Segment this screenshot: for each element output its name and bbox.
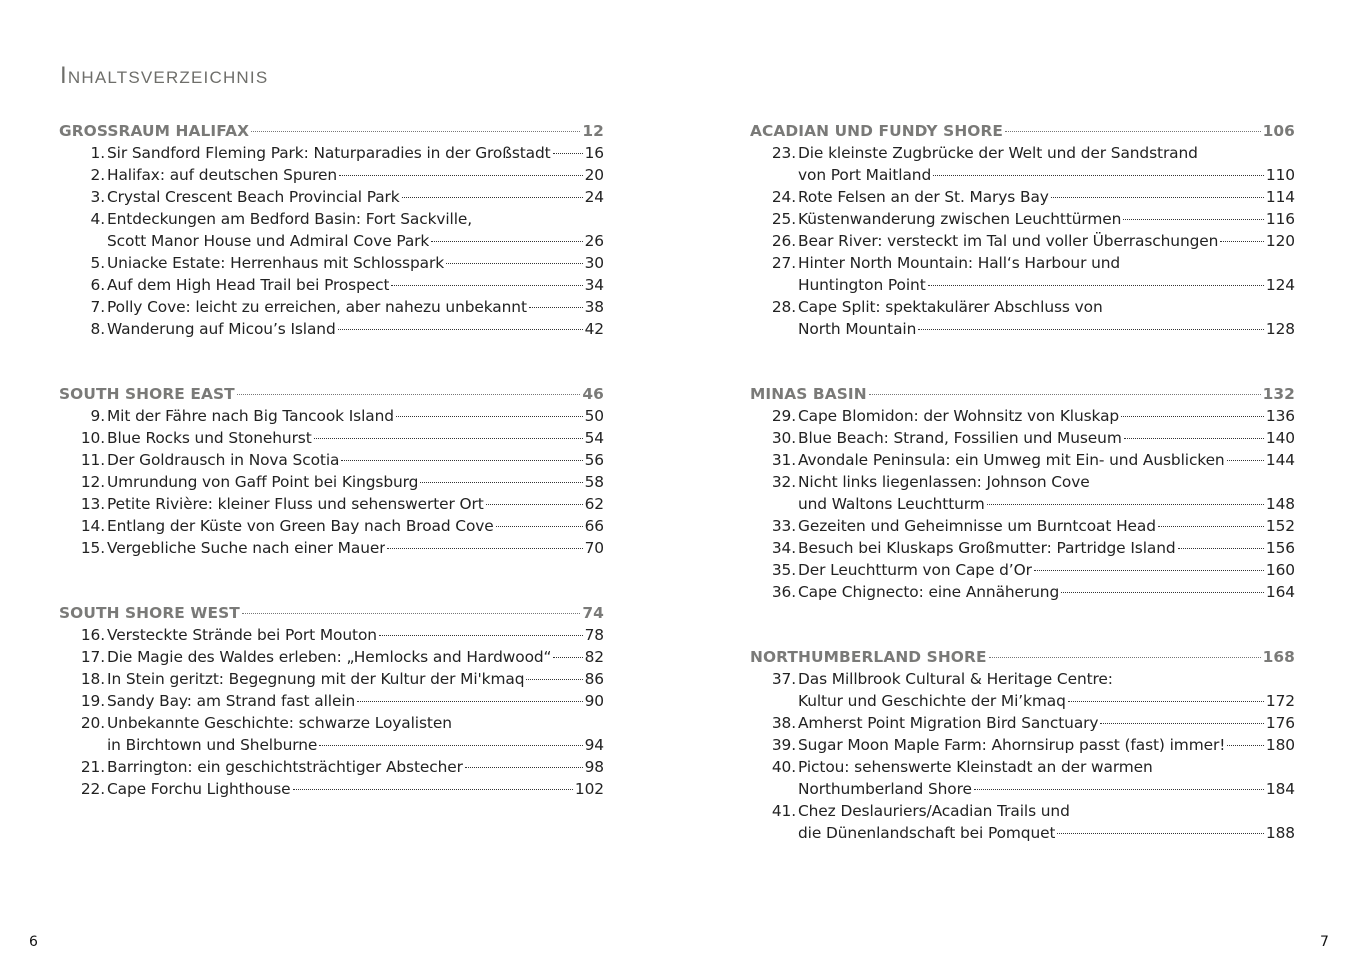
entry-title: Hinter North Mountain: Hall‘s Harbour und bbox=[798, 254, 1121, 272]
section-page-number: 168 bbox=[1262, 648, 1295, 666]
toc-right-column bbox=[750, 120, 1295, 887]
entry-page-number: 50 bbox=[584, 407, 604, 425]
entry-page-number: 90 bbox=[584, 692, 604, 710]
entry-title: Northumberland Shore bbox=[798, 780, 972, 798]
entry-number: 33. bbox=[771, 517, 796, 535]
dot-leader bbox=[1178, 548, 1264, 549]
toc-entry[interactable] bbox=[59, 230, 604, 252]
entry-title: North Mountain bbox=[798, 320, 917, 338]
entry-title: Rote Felsen an der St. Marys Bay bbox=[798, 188, 1049, 206]
toc-section-heading[interactable] bbox=[59, 602, 604, 624]
entry-page-number: 140 bbox=[1265, 429, 1295, 447]
page-number-left: 6 bbox=[29, 934, 38, 950]
toc-entry[interactable] bbox=[750, 537, 1295, 559]
section-title: GROSSRAUM HALIFAX bbox=[59, 122, 250, 140]
toc-entry[interactable] bbox=[750, 427, 1295, 449]
dot-leader bbox=[553, 657, 582, 658]
dot-leader bbox=[1068, 701, 1264, 702]
entry-title: Blue Rocks und Stonehurst bbox=[107, 429, 312, 447]
toc-entry[interactable] bbox=[750, 668, 1295, 690]
toc-section-heading[interactable] bbox=[750, 120, 1295, 142]
section-page-number: 74 bbox=[582, 604, 604, 622]
entry-page-number: 86 bbox=[584, 670, 604, 688]
entry-title: Scott Manor House und Admiral Cove Park bbox=[107, 232, 430, 250]
section-title: MINAS BASIN bbox=[750, 385, 867, 403]
toc-entry[interactable] bbox=[59, 493, 604, 515]
dot-leader bbox=[379, 635, 583, 636]
dot-leader bbox=[357, 701, 582, 702]
entry-title: Cape Chignecto: eine Annäherung bbox=[798, 583, 1060, 601]
entry-number: 29. bbox=[771, 407, 796, 425]
dot-leader bbox=[293, 789, 573, 790]
entry-page-number: 70 bbox=[584, 539, 604, 557]
entry-number: 5. bbox=[90, 254, 105, 272]
entry-number: 1. bbox=[90, 144, 105, 162]
toc-entry[interactable] bbox=[750, 712, 1295, 734]
entry-number: 9. bbox=[90, 407, 105, 425]
dot-leader bbox=[1220, 241, 1264, 242]
toc-entry[interactable] bbox=[750, 734, 1295, 756]
toc-entry[interactable] bbox=[750, 142, 1295, 164]
entry-title: Entlang der Küste von Green Bay nach Broad Cove bbox=[107, 517, 494, 535]
toc-entry[interactable] bbox=[59, 405, 604, 427]
dot-leader bbox=[928, 285, 1264, 286]
entry-page-number: 20 bbox=[584, 166, 604, 184]
entry-number: 28. bbox=[771, 298, 796, 316]
page-number-right: 7 bbox=[1320, 934, 1329, 950]
section-page-number: 132 bbox=[1262, 385, 1295, 403]
dot-leader bbox=[314, 438, 583, 439]
entry-page-number: 62 bbox=[584, 495, 604, 513]
dot-leader bbox=[869, 394, 1261, 395]
entry-number: 11. bbox=[80, 451, 105, 469]
toc-entry[interactable] bbox=[750, 405, 1295, 427]
dot-leader bbox=[402, 197, 583, 198]
dot-leader bbox=[1227, 745, 1264, 746]
dot-leader bbox=[242, 613, 581, 614]
entry-number: 7. bbox=[90, 298, 105, 316]
entry-page-number: 160 bbox=[1265, 561, 1295, 579]
entry-title: Huntington Point bbox=[798, 276, 926, 294]
dot-leader bbox=[1034, 570, 1264, 571]
entry-number: 23. bbox=[771, 144, 796, 162]
dot-leader bbox=[1051, 197, 1264, 198]
toc-section-heading[interactable] bbox=[750, 646, 1295, 668]
dot-leader bbox=[1061, 592, 1264, 593]
entry-title: Cape Split: spektakulärer Abschluss von bbox=[798, 298, 1103, 316]
toc-entry[interactable] bbox=[59, 186, 604, 208]
toc-section-heading[interactable] bbox=[59, 120, 604, 142]
entry-title: In Stein geritzt: Begegnung mit der Kultur der Mi'kmaq bbox=[107, 670, 525, 688]
toc-entry[interactable] bbox=[59, 318, 604, 340]
entry-title: Sandy Bay: am Strand fast allein bbox=[107, 692, 356, 710]
dot-leader bbox=[1123, 219, 1264, 220]
entry-title: und Waltons Leuchtturm bbox=[798, 495, 985, 513]
entry-page-number: 94 bbox=[584, 736, 604, 754]
toc-entry[interactable] bbox=[59, 296, 604, 318]
dot-leader bbox=[529, 307, 583, 308]
entry-number: 41. bbox=[771, 802, 796, 820]
entry-title: Petite Rivière: kleiner Fluss und sehenswerter Ort bbox=[107, 495, 484, 513]
entry-page-number: 56 bbox=[584, 451, 604, 469]
dot-leader bbox=[486, 504, 583, 505]
dot-leader bbox=[339, 175, 583, 176]
dot-leader bbox=[1057, 833, 1263, 834]
dot-leader bbox=[431, 241, 582, 242]
entry-title: Der Leuchtturm von Cape d’Or bbox=[798, 561, 1032, 579]
entry-page-number: 58 bbox=[584, 473, 604, 491]
dot-leader bbox=[1100, 723, 1264, 724]
entry-number: 20. bbox=[80, 714, 105, 732]
entry-page-number: 156 bbox=[1265, 539, 1295, 557]
toc-entry[interactable] bbox=[750, 690, 1295, 712]
entry-title: Barrington: ein geschichtsträchtiger Abstecher bbox=[107, 758, 463, 776]
dot-leader bbox=[251, 131, 580, 132]
toc-entry[interactable] bbox=[59, 427, 604, 449]
entry-page-number: 42 bbox=[584, 320, 604, 338]
section-title: ACADIAN UND FUNDY SHORE bbox=[750, 122, 1004, 140]
entry-number: 4. bbox=[90, 210, 105, 228]
entry-page-number: 78 bbox=[584, 626, 604, 644]
dot-leader bbox=[391, 285, 582, 286]
entry-page-number: 34 bbox=[584, 276, 604, 294]
entry-page-number: 120 bbox=[1265, 232, 1295, 250]
entry-number: 27. bbox=[771, 254, 796, 272]
entry-page-number: 38 bbox=[584, 298, 604, 316]
entry-page-number: 164 bbox=[1265, 583, 1295, 601]
entry-page-number: 116 bbox=[1265, 210, 1295, 228]
toc-entry[interactable] bbox=[750, 296, 1295, 318]
entry-title: die Dünenlandschaft bei Pomquet bbox=[798, 824, 1056, 842]
entry-title: Halifax: auf deutschen Spuren bbox=[107, 166, 338, 184]
entry-number: 13. bbox=[80, 495, 105, 513]
entry-title: Crystal Crescent Beach Provincial Park bbox=[107, 188, 400, 206]
entry-page-number: 152 bbox=[1265, 517, 1295, 535]
dot-leader bbox=[918, 329, 1264, 330]
entry-page-number: 82 bbox=[584, 648, 604, 666]
entry-number: 39. bbox=[771, 736, 796, 754]
toc-entry[interactable] bbox=[59, 274, 604, 296]
dot-leader bbox=[933, 175, 1264, 176]
entry-title: in Birchtown und Shelburne bbox=[107, 736, 318, 754]
entry-title: Besuch bei Kluskaps Großmutter: Partridge Island bbox=[798, 539, 1176, 557]
entry-page-number: 30 bbox=[584, 254, 604, 272]
dot-leader bbox=[526, 679, 582, 680]
entry-page-number: 114 bbox=[1265, 188, 1295, 206]
entry-title: Unbekannte Geschichte: schwarze Loyalisten bbox=[107, 714, 452, 732]
entry-page-number: 54 bbox=[584, 429, 604, 447]
toc-entry[interactable] bbox=[750, 581, 1295, 603]
section-page-number: 46 bbox=[582, 385, 604, 403]
entry-number: 18. bbox=[80, 670, 105, 688]
toc-section bbox=[59, 120, 604, 340]
entry-title: Der Goldrausch in Nova Scotia bbox=[107, 451, 340, 469]
dot-leader bbox=[1158, 526, 1264, 527]
entry-title: Wanderung auf Micou’s Island bbox=[107, 320, 336, 338]
entry-title: Nicht links liegenlassen: Johnson Cove bbox=[798, 473, 1090, 491]
entry-page-number: 148 bbox=[1265, 495, 1295, 513]
entry-title: Küstenwanderung zwischen Leuchttürmen bbox=[798, 210, 1122, 228]
entry-title: Die Magie des Waldes erleben: „Hemlocks and Hardwood“ bbox=[107, 648, 552, 666]
entry-title: Sugar Moon Maple Farm: Ahornsirup passt (fast) immer! bbox=[798, 736, 1226, 754]
entry-number: 17. bbox=[80, 648, 105, 666]
entry-page-number: 176 bbox=[1265, 714, 1295, 732]
entry-number: 2. bbox=[90, 166, 105, 184]
entry-title: Polly Cove: leicht zu erreichen, aber nahezu unbekannt bbox=[107, 298, 527, 316]
entry-title: Cape Blomidon: der Wohnsitz von Kluskap bbox=[798, 407, 1120, 425]
entry-number: 38. bbox=[771, 714, 796, 732]
toc-section bbox=[59, 383, 604, 559]
entry-number: 30. bbox=[771, 429, 796, 447]
toc-entry[interactable] bbox=[59, 142, 604, 164]
toc-entry[interactable] bbox=[59, 252, 604, 274]
dot-leader bbox=[319, 745, 582, 746]
dot-leader bbox=[553, 153, 583, 154]
entry-number: 21. bbox=[80, 758, 105, 776]
toc-entry[interactable] bbox=[750, 164, 1295, 186]
section-page-number: 12 bbox=[582, 122, 604, 140]
entry-page-number: 180 bbox=[1265, 736, 1295, 754]
entry-number: 26. bbox=[771, 232, 796, 250]
entry-page-number: 136 bbox=[1265, 407, 1295, 425]
entry-title: Die kleinste Zugbrücke der Welt und der Sandstrand bbox=[798, 144, 1198, 162]
entry-title: Bear River: versteckt im Tal und voller Überraschungen bbox=[798, 232, 1219, 250]
dot-leader bbox=[338, 329, 583, 330]
toc-entry[interactable] bbox=[750, 252, 1295, 274]
toc-entry[interactable] bbox=[750, 208, 1295, 230]
entry-number: 3. bbox=[90, 188, 105, 206]
toc-entry[interactable] bbox=[750, 449, 1295, 471]
toc-entry[interactable] bbox=[750, 800, 1295, 822]
dot-leader bbox=[987, 504, 1264, 505]
toc-entry[interactable] bbox=[59, 208, 604, 230]
toc-entry[interactable] bbox=[59, 778, 604, 800]
toc-entry[interactable] bbox=[750, 559, 1295, 581]
entry-title: Uniacke Estate: Herrenhaus mit Schlosspark bbox=[107, 254, 445, 272]
toc-entry[interactable] bbox=[750, 274, 1295, 296]
entry-number: 36. bbox=[771, 583, 796, 601]
toc-entry[interactable] bbox=[750, 471, 1295, 493]
entry-title: Mit der Fähre nach Big Tancook Island bbox=[107, 407, 394, 425]
entry-number: 19. bbox=[80, 692, 105, 710]
entry-title: Chez Deslauriers/Acadian Trails und bbox=[798, 802, 1070, 820]
toc-entry[interactable] bbox=[59, 471, 604, 493]
entry-page-number: 188 bbox=[1265, 824, 1295, 842]
entry-title: Kultur und Geschichte der Mi’kmaq bbox=[798, 692, 1066, 710]
toc-entry[interactable] bbox=[59, 646, 604, 668]
toc-section bbox=[750, 120, 1295, 340]
toc-entry[interactable] bbox=[59, 690, 604, 712]
entry-number: 40. bbox=[771, 758, 796, 776]
section-title: NORTHUMBERLAND SHORE bbox=[750, 648, 987, 666]
section-title: SOUTH SHORE EAST bbox=[59, 385, 235, 403]
entry-title: Cape Forchu Lighthouse bbox=[107, 780, 291, 798]
toc-entry[interactable] bbox=[750, 186, 1295, 208]
toc-entry[interactable] bbox=[750, 493, 1295, 515]
dot-leader bbox=[1124, 438, 1264, 439]
toc-entry[interactable] bbox=[59, 712, 604, 734]
toc-entry[interactable] bbox=[750, 756, 1295, 778]
section-title: SOUTH SHORE WEST bbox=[59, 604, 240, 622]
dot-leader bbox=[465, 767, 583, 768]
dot-leader bbox=[1005, 131, 1261, 132]
toc-section-heading[interactable] bbox=[59, 383, 604, 405]
entry-number: 34. bbox=[771, 539, 796, 557]
toc-entry[interactable] bbox=[59, 164, 604, 186]
entry-page-number: 144 bbox=[1265, 451, 1295, 469]
toc-entry[interactable] bbox=[750, 515, 1295, 537]
entry-number: 10. bbox=[80, 429, 105, 447]
entry-number: 35. bbox=[771, 561, 796, 579]
entry-page-number: 172 bbox=[1265, 692, 1295, 710]
entry-title: Entdeckungen am Bedford Basin: Fort Sackville, bbox=[107, 210, 473, 228]
entry-page-number: 98 bbox=[584, 758, 604, 776]
entry-title: Amherst Point Migration Bird Sanctuary bbox=[798, 714, 1099, 732]
toc-entry[interactable] bbox=[59, 668, 604, 690]
entry-number: 6. bbox=[90, 276, 105, 294]
entry-number: 8. bbox=[90, 320, 105, 338]
dot-leader bbox=[237, 394, 581, 395]
dot-leader bbox=[1227, 460, 1264, 461]
entry-number: 37. bbox=[771, 670, 796, 688]
toc-section bbox=[59, 602, 604, 800]
entry-title: von Port Maitland bbox=[798, 166, 932, 184]
toc-entry[interactable] bbox=[59, 624, 604, 646]
dot-leader bbox=[496, 526, 583, 527]
dot-leader bbox=[420, 482, 582, 483]
entry-number: 12. bbox=[80, 473, 105, 491]
entry-number: 14. bbox=[80, 517, 105, 535]
entry-page-number: 184 bbox=[1265, 780, 1295, 798]
entry-page-number: 24 bbox=[584, 188, 604, 206]
entry-number: 22. bbox=[80, 780, 105, 798]
toc-entry[interactable] bbox=[750, 230, 1295, 252]
dot-leader bbox=[974, 789, 1264, 790]
entry-page-number: 124 bbox=[1265, 276, 1295, 294]
entry-number: 31. bbox=[771, 451, 796, 469]
entry-title: Avondale Peninsula: ein Umweg mit Ein- und Ausblicken bbox=[798, 451, 1225, 469]
dot-leader bbox=[446, 263, 583, 264]
entry-title: Vergebliche Suche nach einer Mauer bbox=[107, 539, 386, 557]
entry-page-number: 16 bbox=[584, 144, 604, 162]
entry-title: Pictou: sehenswerte Kleinstadt an der warmen bbox=[798, 758, 1153, 776]
toc-entry[interactable] bbox=[59, 734, 604, 756]
toc-entry[interactable] bbox=[750, 318, 1295, 340]
toc-entry[interactable] bbox=[59, 515, 604, 537]
entry-page-number: 26 bbox=[584, 232, 604, 250]
entry-page-number: 102 bbox=[574, 780, 604, 798]
toc-left-column bbox=[59, 120, 604, 843]
entry-page-number: 110 bbox=[1265, 166, 1295, 184]
toc-section-heading[interactable] bbox=[750, 383, 1295, 405]
toc-section bbox=[750, 383, 1295, 603]
dot-leader bbox=[396, 416, 583, 417]
entry-number: 25. bbox=[771, 210, 796, 228]
entry-number: 16. bbox=[80, 626, 105, 644]
entry-number: 15. bbox=[80, 539, 105, 557]
entry-page-number: 66 bbox=[584, 517, 604, 535]
toc-entry[interactable] bbox=[750, 822, 1295, 844]
page-title: Inhaltsverzeichnis bbox=[60, 62, 269, 90]
dot-leader bbox=[1121, 416, 1264, 417]
entry-page-number: 128 bbox=[1265, 320, 1295, 338]
toc-entry[interactable] bbox=[59, 756, 604, 778]
dot-leader bbox=[341, 460, 582, 461]
entry-title: Umrundung von Gaff Point bei Kingsburg bbox=[107, 473, 419, 491]
dot-leader bbox=[989, 657, 1261, 658]
entry-number: 24. bbox=[771, 188, 796, 206]
entry-title: Auf dem High Head Trail bei Prospect bbox=[107, 276, 390, 294]
entry-title: Sir Sandford Fleming Park: Naturparadies in der Großstadt bbox=[107, 144, 551, 162]
entry-number: 32. bbox=[771, 473, 796, 491]
entry-title: Versteckte Strände bei Port Mouton bbox=[107, 626, 377, 644]
section-page-number: 106 bbox=[1262, 122, 1295, 140]
toc-entry[interactable] bbox=[59, 537, 604, 559]
entry-title: Das Millbrook Cultural & Heritage Centre: bbox=[798, 670, 1113, 688]
toc-section bbox=[750, 646, 1295, 844]
entry-title: Gezeiten und Geheimnisse um Burntcoat Head bbox=[798, 517, 1156, 535]
toc-entry[interactable] bbox=[750, 778, 1295, 800]
entry-title: Blue Beach: Strand, Fossilien und Museum bbox=[798, 429, 1122, 447]
dot-leader bbox=[387, 548, 582, 549]
toc-entry[interactable] bbox=[59, 449, 604, 471]
